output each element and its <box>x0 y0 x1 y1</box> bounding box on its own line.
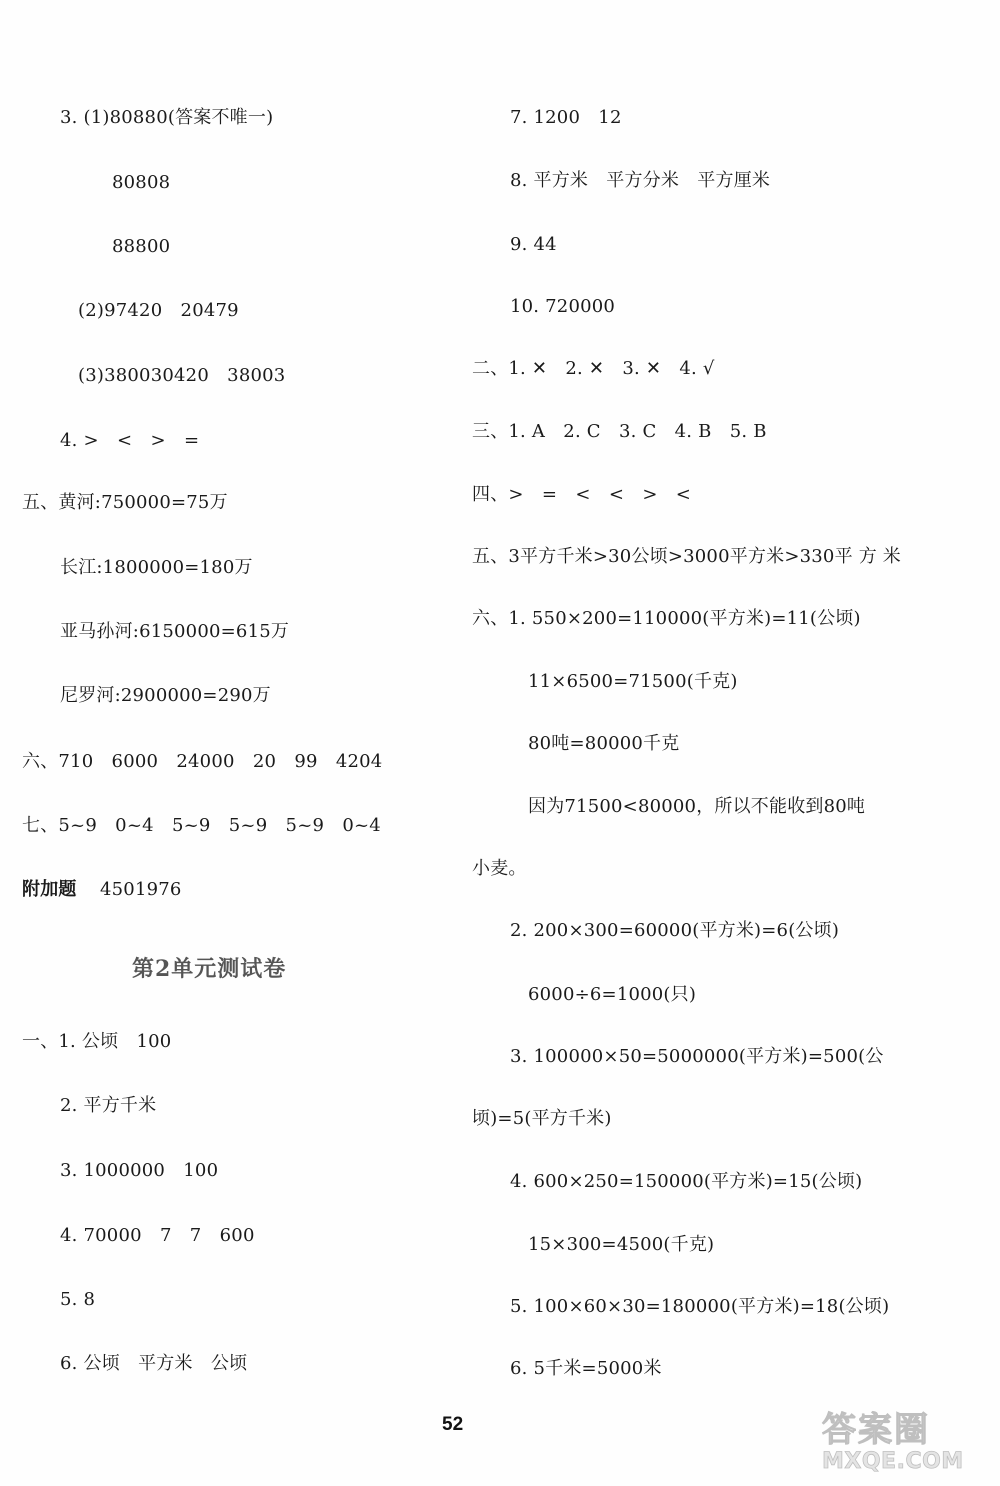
answer-changjiang: 长江:1800000=180万 <box>60 557 253 578</box>
answer-amazon: 亚马孙河:6150000=615万 <box>60 621 290 642</box>
unit2-section-6-1: 六、1. 550×200=110000(平方米)=11(公顷) <box>472 608 861 629</box>
answer-nile: 尼罗河:2900000=290万 <box>60 685 271 706</box>
unit2-answer-1-3: 3. 1000000 100 <box>60 1160 219 1181</box>
unit2-section-2: 二、1. ✕ 2. ✕ 3. ✕ 4. √ <box>472 358 715 379</box>
unit2-answer-1-10: 10. 720000 <box>510 296 616 317</box>
bonus-answer: 4501976 <box>100 879 182 900</box>
bonus-label: 附加题 <box>22 879 77 900</box>
unit2-answer-1-5: 5. 8 <box>60 1289 96 1310</box>
unit2-answer-1-6: 6. 公顷 平方米 公顷 <box>60 1353 248 1374</box>
unit2-section-6-5: 5. 100×60×30=180000(平方米)=18(公顷) <box>510 1296 890 1317</box>
unit2-section-6-1-c: 80吨=80000千克 <box>528 733 680 754</box>
unit2-answer-1-9: 9. 44 <box>510 234 557 255</box>
unit2-section-6-4: 4. 600×250=150000(平方米)=15(公顷) <box>510 1171 863 1192</box>
answer-section-5-huanghe: 五、黄河:750000=75万 <box>22 492 228 513</box>
watermark-logo <box>822 1402 992 1482</box>
answer-3-1: 3. (1)80880(答案不唯一) <box>60 107 274 128</box>
unit2-answer-1-4: 4. 70000 7 7 600 <box>60 1225 255 1246</box>
answer-4: 4. > < > = <box>60 430 200 451</box>
answer-section-6: 六、710 6000 24000 20 99 4204 <box>22 751 383 772</box>
section-title: 第2单元测试卷 <box>132 956 287 982</box>
page-number: 52 <box>442 1414 464 1435</box>
unit2-section-6-1-e: 小麦。 <box>472 858 527 879</box>
unit2-section-6-2: 2. 200×300=60000(平方米)=6(公顷) <box>510 920 840 941</box>
unit2-section-5: 五、3平方千米>30公顷>3000平方米>330平 方 米 <box>472 546 902 567</box>
unit2-answer-1-7: 7. 1200 12 <box>510 107 622 128</box>
unit2-section-3: 三、1. A 2. C 3. C 4. B 5. B <box>472 421 767 442</box>
answer-3-1-b: 80808 <box>112 172 171 193</box>
unit2-section-6-6: 6. 5千米=5000米 <box>510 1358 662 1379</box>
unit2-section-6-3-b: 顷)=5(平方千米) <box>472 1108 612 1129</box>
unit2-section-6-2-b: 6000÷6=1000(只) <box>528 984 697 1005</box>
unit2-section-6-1-d: 因为71500<80000，所以不能收到80吨 <box>528 796 866 817</box>
unit2-answer-1-2: 2. 平方千米 <box>60 1095 157 1116</box>
watermark-top-text: 答案圈 <box>822 1410 930 1450</box>
unit2-answer-1-1: 一、1. 公顷 100 <box>22 1031 172 1052</box>
unit2-section-6-4-b: 15×300=4500(千克) <box>528 1234 715 1255</box>
answer-section-7: 七、5~9 0~4 5~9 5~9 5~9 0~4 <box>22 815 381 836</box>
unit2-section-6-1-b: 11×6500=71500(千克) <box>528 671 738 692</box>
unit2-section-4: 四、> = < < > < <box>472 484 692 505</box>
watermark-bottom-text: MXQE.COM <box>822 1449 964 1474</box>
answer-3-2: (2)97420 20479 <box>78 300 239 321</box>
answer-3-3: (3)380030420 38003 <box>78 365 286 386</box>
unit2-section-6-3: 3. 100000×50=5000000(平方米)=500(公 <box>510 1046 884 1067</box>
answer-3-1-c: 88800 <box>112 236 171 257</box>
unit2-answer-1-8: 8. 平方米 平方分米 平方厘米 <box>510 170 771 191</box>
